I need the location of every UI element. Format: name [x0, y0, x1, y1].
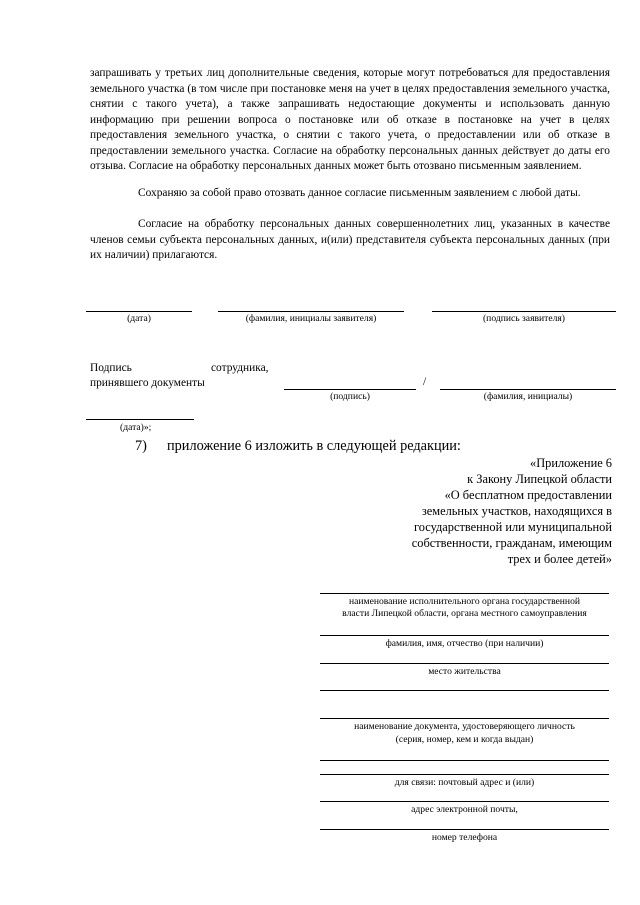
item-text: приложение 6 изложить в следующей редакции:	[167, 438, 461, 454]
applicant-name-line	[218, 311, 404, 312]
appendix-header-line: собственности, гражданам, имеющим	[411, 536, 612, 550]
authority-caption-2: власти Липецкой области, органа местного самоуправления	[342, 608, 587, 619]
employee-signature-line	[284, 389, 416, 390]
appendix-header-line: «О бесплатном предоставлении	[444, 488, 612, 502]
appendix-header-line: к Закону Липецкой области	[467, 472, 612, 486]
employee-date-line	[86, 419, 194, 420]
applicant-signature-caption: (подпись заявителя)	[482, 313, 565, 324]
id-document-caption-1: наименование документа, удостоверяющего личность	[354, 721, 575, 732]
consent-paragraph-2: Сохраняю за собой право отозвать данное согласие письменным заявлением с любой даты.	[138, 187, 581, 199]
residence-line	[320, 663, 609, 664]
appendix-header	[372, 455, 612, 567]
full-name-caption: фамилия, имя, отчество (при наличии)	[385, 638, 544, 649]
contact-caption-1: для связи: почтовый адрес и (или)	[394, 777, 535, 788]
residence-extra-line	[320, 690, 609, 691]
id-document-caption-2: (серия, номер, кем и когда выдан)	[395, 734, 534, 745]
residence-caption: место жительства	[428, 666, 501, 677]
appendix-header-line: трех и более детей»	[507, 552, 612, 566]
contact-caption-2: адрес электронной почты,	[411, 804, 518, 815]
authority-caption-1: наименование исполнительного органа государственной	[348, 596, 580, 607]
date-caption: (дата)	[127, 313, 151, 324]
date-line	[86, 311, 192, 312]
appendix-header-line: государственной или муниципальной	[413, 520, 612, 534]
item-number: 7)	[135, 438, 147, 454]
applicant-signature-line	[432, 311, 616, 312]
phone-line	[320, 829, 609, 830]
appendix-header-line: земельных участков, находящихся в	[421, 504, 612, 518]
employee-label-accepted: принявшего документы	[90, 377, 205, 389]
email-line	[320, 801, 609, 802]
slash-separator: /	[423, 376, 427, 388]
contact-caption-3: номер телефона	[431, 832, 498, 843]
contact-line	[320, 774, 609, 775]
consent-paragraph-1: запрашивать у третьих лиц дополнительные сведения, которые могут потребоваться для предоставления земельного участка (в том числе при постановке меня на учет в целях предоставления земельного участка, снятии с такого учета), а также запрашивать недостающие документы и использовать данную информацию при решении вопроса о постановке или об отказе в постановке на учет в целях предоставления земельного участка, о снятии с такого учета, о предоставлении или об отказе в предоставлении земельного участка. Согласие на обработку персональных данных действует до даты его отзыва. Согласие на обработку персональных данных может быть отозвано письменным заявлением.	[90, 67, 610, 172]
employee-signature-caption: (подпись)	[330, 391, 370, 402]
id-document-extra-line	[320, 760, 609, 761]
applicant-name-caption: (фамилия, инициалы заявителя)	[245, 313, 377, 324]
employee-label-employee: сотрудника,	[211, 362, 269, 374]
amendment-item-7	[135, 437, 461, 455]
id-document-line	[320, 718, 609, 719]
authority-line	[320, 593, 609, 594]
employee-name-caption: (фамилия, инициалы)	[483, 391, 573, 402]
full-name-line	[320, 635, 609, 636]
appendix-header-line: «Приложение 6	[530, 456, 612, 470]
employee-date-caption: (дата)»;	[120, 422, 152, 433]
consent-paragraph-3: Согласие на обработку персональных данных совершеннолетних лиц, указанных в качестве членов семьи субъекта персональных данных, и(или) представителя субъекта персональных данных (при их наличии) прилагаются.	[90, 218, 610, 261]
employee-label-signature: Подпись	[90, 362, 132, 374]
employee-name-line	[440, 389, 616, 390]
